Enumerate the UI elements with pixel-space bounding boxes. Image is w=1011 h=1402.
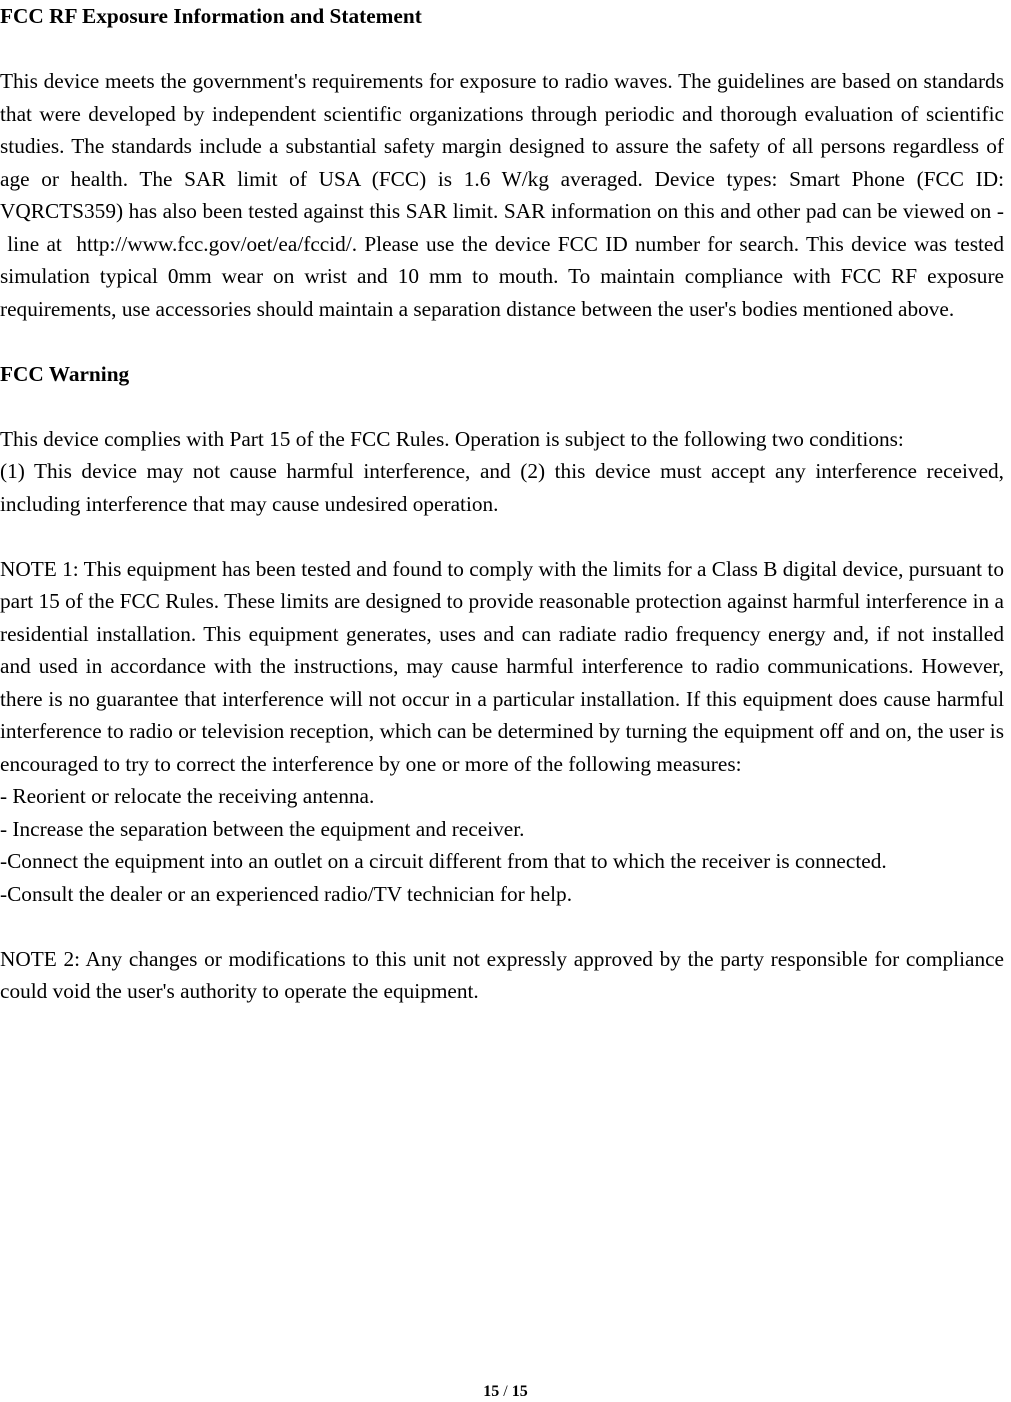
measure-item: - Increase the separation between the equipment and receiver. xyxy=(0,816,525,841)
spacer xyxy=(0,33,1004,66)
current-page-number: 15 xyxy=(483,1383,500,1400)
total-pages-number: 15 xyxy=(511,1383,528,1400)
spacer xyxy=(0,520,1004,553)
measure-item: -Consult the dealer or an experienced radio/TV technician for help. xyxy=(0,881,573,906)
measure-item: - Reorient or relocate the receiving antenna. xyxy=(0,784,375,808)
spacer xyxy=(0,390,1004,423)
page-number xyxy=(0,1382,1011,1402)
fcc-warning-intro: This device complies with Part 15 of the FCC Rules. Operation is subject to the following two conditions: xyxy=(0,426,904,451)
fcc-warning-conditions: (1) This device may not cause harmful interference, and (2) this device must accept any interference received, including interference that may cause undesired operation. xyxy=(0,459,1004,516)
spacer xyxy=(0,910,1004,943)
note2-body: NOTE 2: Any changes or modifications to this unit not expressly approved by the party responsible for compliance could void the user's authority to operate the equipment. xyxy=(0,946,1004,1003)
spacer xyxy=(0,325,1004,358)
page-number-separator: / xyxy=(503,1383,508,1400)
fcc-warning-title: FCC Warning xyxy=(0,361,130,386)
rf-exposure-body: This device meets the government's requirements for exposure to radio waves. The guidelines are based on standards that were developed by independent scientific organizations through periodic and thorough evaluation of scientific studies. The standards include a substantial safety margin designed to assure the safety of all persons regardless of age or health. The SAR limit of USA (FCC) is 1.6 W/kg averaged. Device types: Smart Phone (FCC ID: VQRCTS359) has also been tested against this SAR limit. SAR information on this and other pad can be viewed on - line at http://www.fcc.gov/oet/ea/fccid/. Please use the device FCC ID number for search. This device was tested simulation typical 0mm wear on wrist and 10 mm to mouth. To maintain compliance with FCC RF exposure requirements, use accessories should maintain a separation distance between the user's bodies mentioned above. xyxy=(0,69,1004,321)
measure-item: -Connect the equipment into an outlet on a circuit different from that to which the receiver is connected. xyxy=(0,849,887,873)
note1-body: NOTE 1: This equipment has been tested and found to comply with the limits for a Class B digital device, pursuant to part 15 of the FCC Rules. These limits are designed to provide reasonable protection against harmful interference in a residential installation. This equipment generates, uses and can radiate radio frequency energy and, if not installed and used in accordance with the instructions, may cause harmful interference to radio communications. However, there is no guarantee that interference will not occur in a particular installation. If this equipment does cause harmful interference to radio or television reception, which can be determined by turning the equipment off and on, the user is encouraged to try to correct the interference by one or more of the following measures: xyxy=(0,556,1004,776)
rf-exposure-title: FCC RF Exposure Information and Statement xyxy=(0,4,422,28)
